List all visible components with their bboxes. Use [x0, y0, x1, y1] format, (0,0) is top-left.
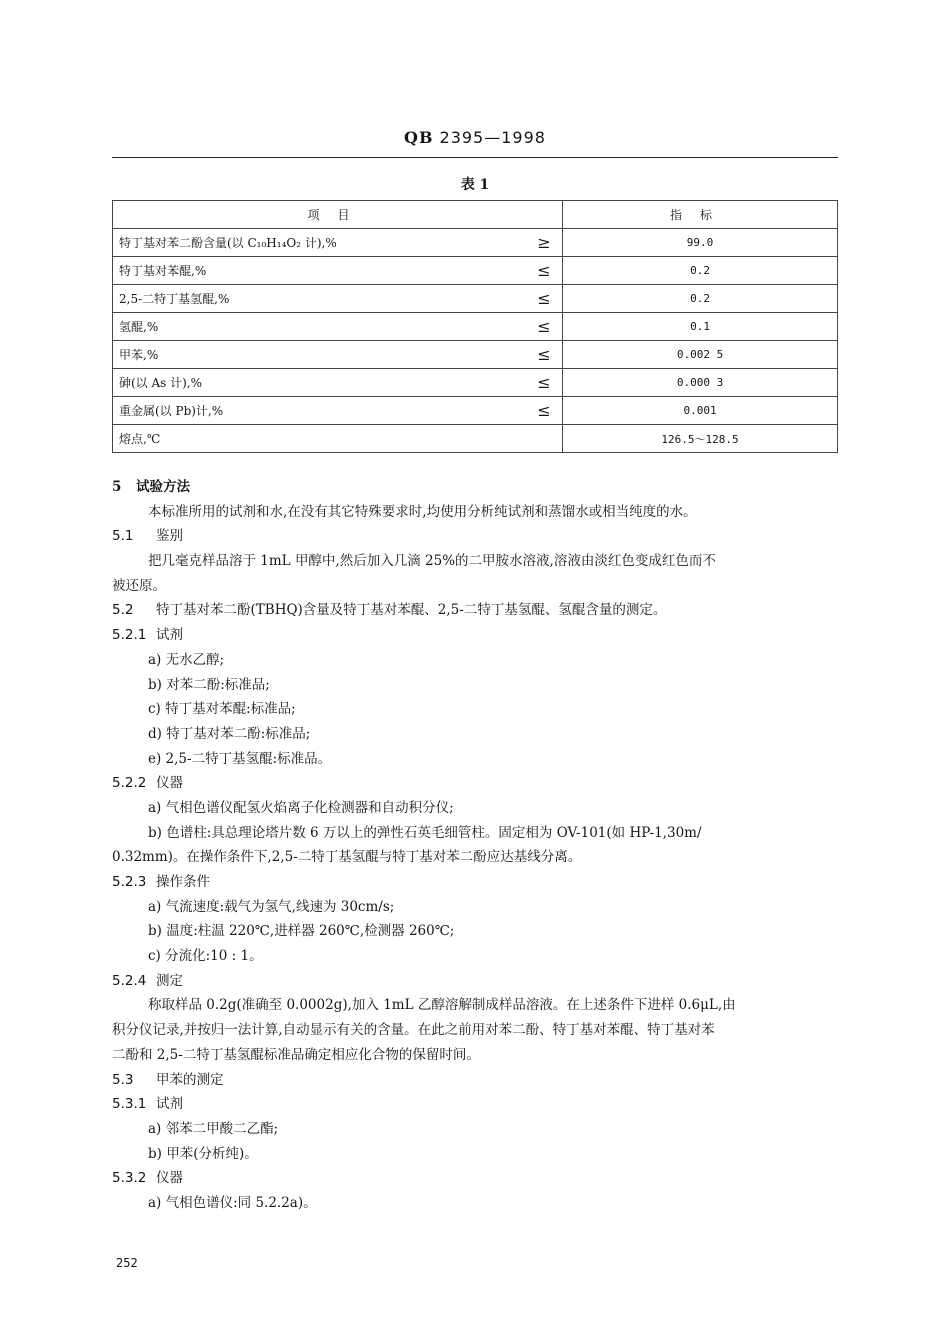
col-header-value: 指标 [563, 201, 838, 229]
table-row [113, 285, 838, 313]
row-item: 砷(以 As 计),% [113, 369, 526, 397]
section-5-2-heading: 5.2 特丁基对苯二酚(TBHQ)含量及特丁基对苯醌、2,5-二特丁基氢醌、氢醌含量的测定。 [112, 602, 667, 619]
row-value: 0.001 [563, 397, 838, 425]
list-item: b) 甲苯(分析纯)。 [148, 1145, 258, 1162]
row-item: 重金属(以 Pb)计,% [113, 397, 526, 425]
paragraph: 把几毫克样品溶于 1mL 甲醇中,然后加入几滴 25%的二甲胺水溶液,溶液由淡红色变成红色而不 [148, 553, 716, 570]
paragraph: 本标准所用的试剂和水,在没有其它特殊要求时,均使用分析纯试剂和蒸馏水或相当纯度的水。 [148, 503, 697, 520]
standard-number: 2395—1998 [439, 128, 546, 147]
list-item: c) 特丁基对苯醌:标准品; [148, 701, 296, 718]
list-item: c) 分流化:10 : 1。 [148, 948, 263, 965]
table-row [113, 257, 838, 285]
list-item: a) 无水乙醇; [148, 651, 225, 668]
row-symbol: ≥ [526, 229, 563, 257]
list-item: b) 温度:柱温 220℃,进样器 260℃,检测器 260℃; [148, 923, 455, 940]
section-5-3-2-heading: 5.3.2 仪器 [112, 1170, 183, 1187]
row-value: 0.2 [563, 257, 838, 285]
list-item: a) 气相色谱仪配氢火焰离子化检测器和自动积分仪; [148, 799, 454, 816]
paragraph: 称取样品 0.2g(准确至 0.0002g),加入 1mL 乙醇溶解制成样品溶液。在上述条件下进样 0.6μL,由 [148, 997, 736, 1014]
table-header-row [113, 201, 838, 229]
row-symbol: ≤ [526, 341, 563, 369]
table-row [113, 341, 838, 369]
table-row [113, 369, 838, 397]
list-item: d) 特丁基对苯二酚:标准品; [148, 725, 311, 742]
row-item: 甲苯,% [113, 341, 526, 369]
section-5-3-1-heading: 5.3.1 试剂 [112, 1096, 183, 1113]
row-value: 0.000 3 [563, 369, 838, 397]
row-value: 0.002 5 [563, 341, 838, 369]
section-5-2-1-heading: 5.2.1 试剂 [112, 627, 183, 644]
row-symbol: ≤ [526, 257, 563, 285]
section-5-1-heading: 5.1 鉴别 [112, 528, 183, 545]
list-item: e) 2,5-二特丁基氢醌:标准品。 [148, 750, 332, 767]
row-item: 特丁基对苯醌,% [113, 257, 526, 285]
list-item: b) 色谱柱:具总理论塔片数 6 万以上的弹性石英毛细管柱。固定相为 OV-101(如 HP-1,30m/ [148, 824, 702, 841]
row-symbol [526, 425, 563, 453]
standard-code: QB [404, 128, 434, 147]
list-item-continuation: 0.32mm)。在操作条件下,2,5-二特丁基氢醌与特丁基对苯二酚应达基线分离。 [112, 849, 582, 866]
row-symbol: ≤ [526, 313, 563, 341]
paragraph-continuation: 二酚和 2,5-二特丁基氢醌标准品确定相应化合物的保留时间。 [112, 1046, 480, 1063]
table-row [113, 229, 838, 257]
table-row [113, 397, 838, 425]
list-item: b) 对苯二酚:标准品; [148, 676, 270, 693]
section-5-2-4-heading: 5.2.4 测定 [112, 972, 183, 989]
paragraph-continuation: 被还原。 [112, 577, 166, 594]
row-value: 0.1 [563, 313, 838, 341]
table-title: 表 1 [460, 177, 490, 193]
row-symbol: ≤ [526, 369, 563, 397]
row-value: 126.5～128.5 [563, 425, 838, 453]
section-5-3-heading: 5.3 甲苯的测定 [112, 1071, 224, 1088]
spec-table [112, 200, 838, 453]
row-item: 2,5-二特丁基氢醌,% [113, 285, 526, 313]
list-item: a) 邻苯二甲酸二乙酯; [148, 1120, 279, 1137]
section-5-2-3-heading: 5.2.3 操作条件 [112, 874, 210, 890]
table-row [113, 425, 838, 453]
paragraph-continuation: 积分仪记录,并按归一法计算,自动显示有关的含量。在此之前用对苯二酚、特丁基对苯醌、特丁基对苯 [112, 1022, 715, 1039]
header-rule [112, 157, 838, 158]
row-value: 99.0 [563, 229, 838, 257]
standard-header [0, 128, 950, 147]
row-item: 特丁基对苯二酚含量(以 C₁₀H₁₄O₂ 计),% [113, 229, 526, 257]
list-item: a) 气相色谱仪:同 5.2.2a)。 [148, 1194, 317, 1211]
row-value: 0.2 [563, 285, 838, 313]
row-item: 氢醌,% [113, 313, 526, 341]
section-5-heading: 5 试验方法 [112, 479, 190, 495]
row-symbol: ≤ [526, 285, 563, 313]
row-item: 熔点,℃ [113, 425, 526, 453]
page-number: 252 [116, 1256, 138, 1270]
document-body [112, 475, 842, 1216]
table-row [113, 313, 838, 341]
list-item: a) 气流速度:载气为氢气,线速为 30cm/s; [148, 898, 395, 915]
section-5-2-2-heading: 5.2.2 仪器 [112, 775, 183, 792]
row-symbol: ≤ [526, 397, 563, 425]
col-header-item: 项目 [113, 201, 563, 229]
